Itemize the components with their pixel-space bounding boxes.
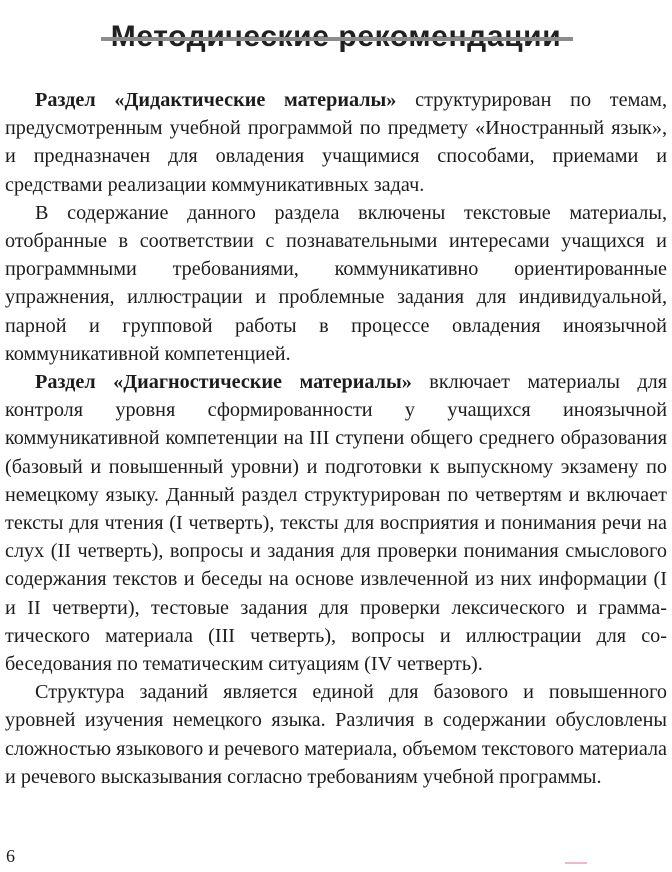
page-number: 6 — [6, 846, 15, 866]
paragraph-didactic-materials — [5, 86, 667, 199]
paragraph-text: Структура заданий является единой для базового и повышенного уровней изучения немецкого языка. Различия в содержании обусловлены сложностью языкового и речевого материала, объемом текстового материала и речевого высказывания согласно требованиям учебной программы. — [5, 681, 667, 788]
paragraph-text: структурирован по темам, предусмотренным учебной программой по предмету «Иностранный язык», и предназначен для овладения учащимися способами, приемами и средствами реализации коммуникативных задач. — [5, 89, 667, 196]
paragraph-task-structure — [5, 678, 667, 791]
paragraph-text: В содержание данного раздела включены текстовые материалы, отобранные в соответствии с познавательными интересами учащихся и программными требованиями, коммуникативно ориентированные упражнения, иллюстрации и проблемные задания для индивидуальной, парной и групповой работы в процессе овладения иноязычной коммуникативной компетенцией. — [5, 201, 667, 365]
paragraph-text: включает материалы для контроля уровня сформированности у учащихся иноязычной коммуникативной компетенции на III ступени общего среднего образования (базовый и повышенный уровни) и подготовки к выпускному экзамену по немецкому языку. Данный раздел структурирован по четвертям и включает тексты для чтения (I четверть), тексты для восприятия и понимания речи на слух (II четверть), вопросы и задания для проверки понимания смыслового содержания текстов и беседы на основе извлеченной из них информации (I и II четверти), тестовые задания для проверки лексического и грамматического материала (III четверть), вопросы и иллюстрации для собеседования по тематическим ситуациям (IV четверть). — [5, 371, 667, 676]
body-text — [5, 86, 667, 791]
paragraph-didactic-content — [5, 199, 667, 368]
edge-mark — [565, 862, 587, 864]
title-underline — [101, 37, 573, 41]
section-name-didactic: Раздел «Дидактические материалы» — [35, 89, 397, 111]
section-name-diagnostic: Раздел «Диагностические материалы» — [35, 371, 412, 394]
paragraph-diagnostic-materials — [5, 368, 667, 678]
